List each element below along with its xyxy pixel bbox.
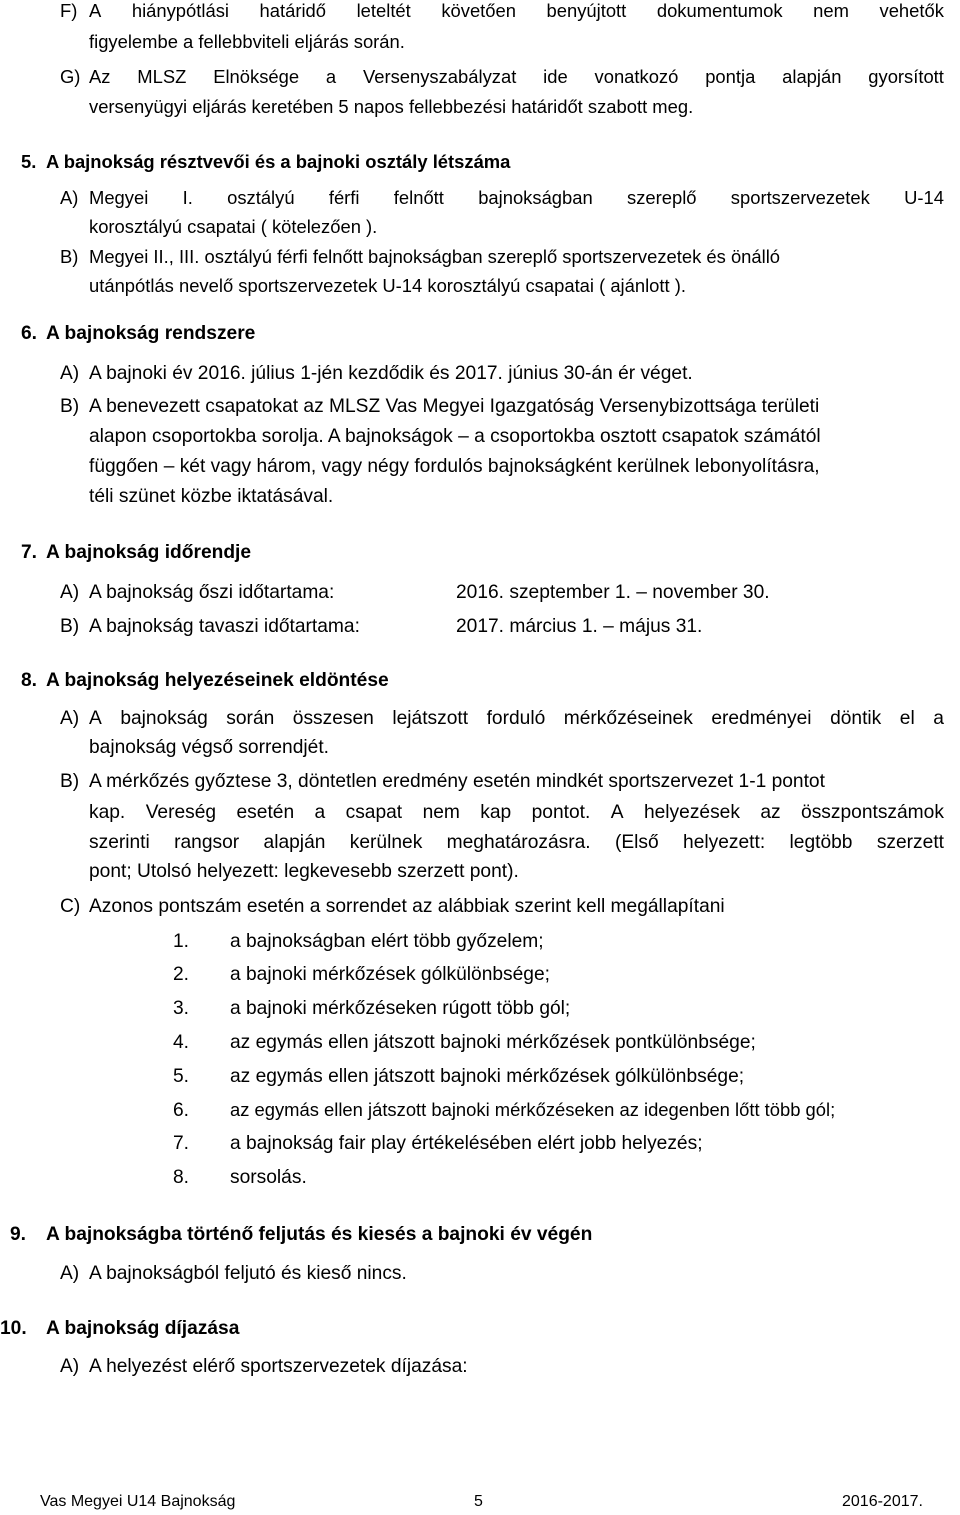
word: A: [89, 0, 102, 21]
section-9-number: 9.: [10, 1224, 27, 1245]
item-b-line-1: Megyei II., III. osztályú férfi felnőtt bajnokságban szereplő sportszervezetek és önálló: [89, 246, 781, 267]
word: helyezések: [643, 802, 740, 823]
word: U-14: [904, 187, 944, 208]
word: felnőtt: [393, 187, 444, 208]
word: mérkőzéseinek: [563, 708, 693, 729]
item-a-label: A): [60, 363, 80, 384]
word: benyújtott: [546, 0, 627, 21]
word: sportszervezetek: [730, 187, 870, 208]
word: rangsor: [174, 832, 240, 853]
word: szereplő: [627, 187, 697, 208]
word: eredményei: [711, 708, 812, 729]
word: leteltét: [356, 0, 411, 21]
criteria-num: 5.: [173, 1066, 190, 1087]
word: forduló: [486, 708, 546, 729]
item-a-dates: 2016. szeptember 1. – november 30.: [456, 582, 770, 603]
word: összesen: [292, 708, 374, 729]
word: vonatkozó: [594, 66, 679, 87]
word: során: [226, 708, 275, 729]
item-a-label: A): [60, 1263, 80, 1284]
criteria-num: 7.: [173, 1133, 190, 1154]
word: A: [610, 802, 624, 823]
word: meghatározásra.: [446, 832, 591, 853]
item-b-line-2: alapon csoportokba sorolja. A bajnokságok – a csoportokba osztott csapatok számától: [89, 426, 821, 447]
word: I.: [182, 187, 193, 208]
word: csapat: [345, 802, 403, 823]
criteria-text: az egymás ellen játszott bajnoki mérkőzések pontkülönbsége;: [230, 1032, 756, 1053]
word: a: [933, 708, 944, 729]
word: bajnokságban: [478, 187, 593, 208]
word: férfi: [328, 187, 360, 208]
word: a: [325, 66, 337, 87]
item-b-text: A bajnokság tavaszi időtartama:: [89, 616, 360, 637]
section-6-title: A bajnokság rendszere: [46, 323, 256, 344]
word: kap: [480, 802, 512, 823]
item-b-line-3: [89, 833, 944, 852]
section-9-title: A bajnokságba történő feljutás és kiesés a bajnoki év végén: [46, 1224, 593, 1245]
item-a-line-2: bajnokság végső sorrendjét.: [89, 737, 329, 758]
criteria-num: 8.: [173, 1167, 190, 1188]
item-b-line-2: utánpótlás nevelő sportszervezetek U-14 korosztályú csapatai ( ajánlott ).: [89, 275, 686, 296]
item-b-dates: 2017. március 1. – május 31.: [456, 616, 703, 637]
item-a-line-1: [89, 709, 944, 728]
word: MLSZ: [137, 66, 187, 87]
item-c-label: C): [60, 896, 81, 917]
word: pontja: [705, 66, 756, 87]
criteria-text: a bajnoki mérkőzéseken rúgott több gól;: [230, 998, 571, 1019]
item-b-label: B): [60, 396, 80, 417]
item-f-label: F): [60, 0, 78, 21]
word: Versenyszabályzat: [362, 66, 517, 87]
word: döntik: [830, 708, 882, 729]
item-g-line-1: [89, 68, 944, 86]
item-g-label: G): [60, 66, 81, 87]
item-b-line-3: függően – két vagy három, vagy négy fordulós bajnokságként kerülnek lebonyolításra,: [89, 456, 820, 477]
item-a-line-1: A bajnoki év 2016. július 1-jén kezdődik és 2017. június 30-án ér véget.: [89, 363, 693, 384]
word: szerinti: [89, 832, 150, 853]
word: kerülnek: [349, 832, 423, 853]
word: kap.: [89, 802, 126, 823]
item-a-label: A): [60, 187, 79, 208]
word: összpontszámok: [801, 802, 944, 823]
word: a: [314, 802, 326, 823]
item-a-text: A bajnokság őszi időtartama:: [89, 582, 335, 603]
item-b-line-4: pont; Utolsó helyezett: legkevesebb szerzett pont).: [89, 861, 519, 882]
item-b-label: B): [60, 246, 79, 267]
word: Megyei: [89, 187, 149, 208]
criteria-num: 1.: [173, 931, 190, 952]
item-f-line-2: figyelembe a fellebbviteli eljárás során.: [89, 31, 405, 52]
section-8-title: A bajnokság helyezéseinek eldöntése: [46, 670, 389, 691]
word: el: [899, 708, 915, 729]
item-g-line-2: versenyügyi eljárás keretében 5 napos fellebbezési határidőt szabott meg.: [89, 96, 694, 117]
criteria-num: 3.: [173, 998, 190, 1019]
word: Az: [89, 66, 111, 87]
word: hiánypótlási: [131, 0, 229, 21]
word: esetén: [236, 802, 295, 823]
criteria-text: az egymás ellen játszott bajnoki mérkőzéseken az idegenben lőtt több gól;: [230, 1099, 836, 1120]
item-b-line-2: [89, 803, 944, 822]
item-a-label: A): [60, 582, 80, 603]
word: Vereség: [145, 802, 217, 823]
item-a-line-1: A helyezést elérő sportszervezetek díjazása:: [89, 1356, 468, 1377]
word: Elnöksége: [213, 66, 300, 87]
criteria-text: a bajnokságban elért több győzelem;: [230, 931, 544, 952]
criteria-num: 4.: [173, 1032, 190, 1053]
item-a-label: A): [60, 1356, 80, 1377]
word: bajnokság: [120, 708, 208, 729]
section-7-title: A bajnokság időrendje: [46, 542, 252, 563]
word: nem: [422, 802, 460, 823]
section-5-number: 5.: [21, 151, 37, 172]
word: ide: [543, 66, 568, 87]
word: szerzett: [876, 832, 944, 853]
item-a-label: A): [60, 708, 80, 729]
word: nem: [813, 0, 849, 21]
item-b-line-4: téli szünet közbe iktatásával.: [89, 486, 334, 507]
page-number: 5: [474, 1493, 483, 1510]
item-b-label: B): [60, 616, 80, 637]
item-a-line-1: A bajnokságból feljutó és kieső nincs.: [89, 1263, 407, 1284]
word: vehetők: [879, 0, 944, 21]
footer-right: 2016-2017.: [842, 1493, 923, 1510]
criteria-num: 6.: [173, 1100, 190, 1121]
word: legtöbb: [789, 832, 853, 853]
word: határidő: [259, 0, 327, 21]
item-b-label: B): [60, 771, 80, 792]
word: (Első: [614, 832, 659, 853]
word: osztályú: [227, 187, 295, 208]
word: követően: [441, 0, 516, 21]
item-a-line-2: korosztályú csapatai ( kötelezően ).: [89, 216, 378, 237]
item-a-line-1: [89, 189, 944, 207]
word: alapján: [782, 66, 842, 87]
criteria-text: a bajnokság fair play értékelésében elért jobb helyezés;: [230, 1133, 703, 1154]
criteria-text: az egymás ellen játszott bajnoki mérkőzések gólkülönbsége;: [230, 1066, 745, 1087]
item-f-line-1: [89, 2, 944, 20]
word: az: [760, 802, 781, 823]
footer-left: Vas Megyei U14 Bajnokság: [40, 1493, 236, 1510]
word: pontot.: [531, 802, 591, 823]
section-6-number: 6.: [21, 323, 38, 344]
section-5-title: A bajnokság résztvevői és a bajnoki osztály létszáma: [46, 151, 511, 172]
section-7-number: 7.: [21, 542, 38, 563]
word: helyezett:: [683, 832, 766, 853]
word: gyorsított: [868, 66, 944, 87]
criteria-num: 2.: [173, 964, 190, 985]
word: lejátszott: [392, 708, 469, 729]
section-10-number: 10.: [0, 1318, 27, 1339]
item-b-line-1: A benevezett csapatokat az MLSZ Vas Megyei Igazgatóság Versenybizottsága területi: [89, 396, 820, 417]
item-b-line-1: A mérkőzés győztese 3, döntetlen eredmény esetén mindkét sportszervezet 1-1 pontot: [89, 771, 825, 792]
item-c-line-1: Azonos pontszám esetén a sorrendet az alábbiak szerint kell megállapítani: [89, 896, 725, 917]
section-10-title: A bajnokság díjazása: [46, 1318, 240, 1339]
word: dokumentumok: [656, 0, 783, 21]
word: alapján: [263, 832, 326, 853]
section-8-number: 8.: [21, 670, 38, 691]
criteria-text: sorsolás.: [230, 1167, 307, 1188]
criteria-text: a bajnoki mérkőzések gólkülönbsége;: [230, 964, 550, 985]
word: A: [89, 708, 102, 729]
